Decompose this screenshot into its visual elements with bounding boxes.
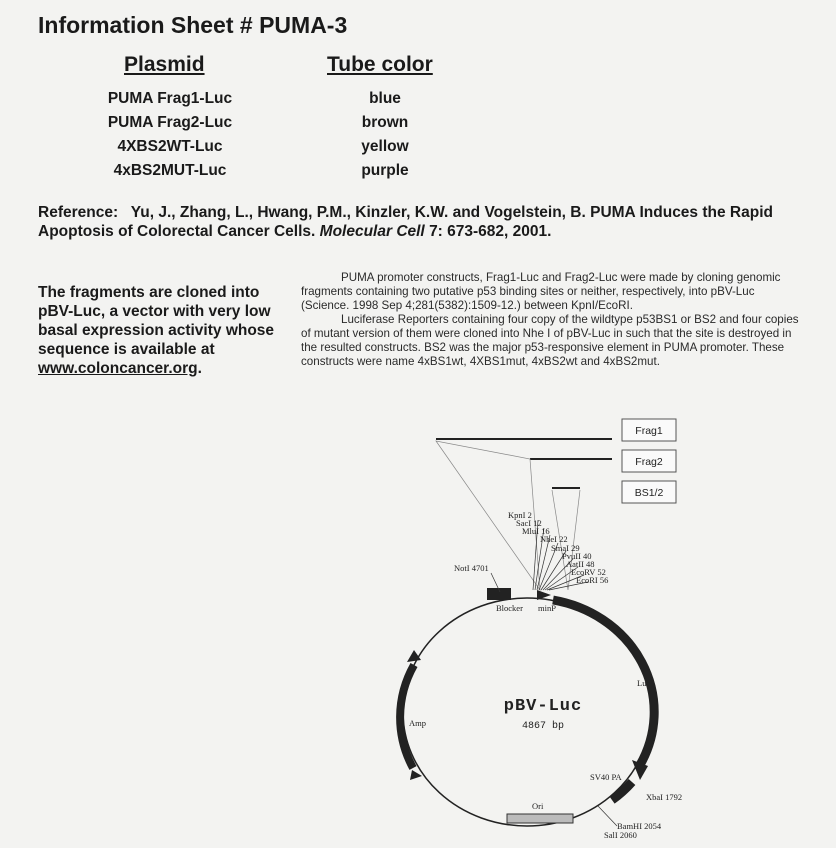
plasmid-name-label: pBV-Luc: [503, 697, 583, 716]
plasmid-size-label: 4867 bp: [521, 721, 565, 732]
sv40pa-label: SV40 PA: [590, 772, 622, 782]
mcs-site-label: SacI 12: [516, 518, 542, 528]
bs-label: BS1/2: [634, 487, 664, 499]
reference-pages: 7: 673-682, 2001.: [429, 223, 552, 240]
mcs-site-label: EcoRV 52: [571, 567, 606, 577]
sali-label: SalI 2060: [604, 830, 637, 840]
tube-color: yellow: [361, 138, 409, 155]
tube-color-column-header: Tube color: [327, 53, 433, 76]
reference-authors: Yu, J., Zhang, L., Hwang, P.M., Kinzler, K.W. and Vogelstein, B.: [130, 204, 586, 221]
noti-label: NotI 4701: [454, 563, 489, 573]
xbai-label: XbaI 1792: [646, 792, 683, 802]
tube-color: blue: [369, 90, 401, 107]
description-paragraph: PUMA promoter constructs, Frag1-Luc and Frag2-Luc were made by cloning genomic fragments containing two putative p53 binding sites or neither, respectively, into pBV-Luc (Science. 1998 Sep 4;281(5382):1509-12.) between KpnI/EcoRI.: [301, 271, 781, 312]
mcs-labels: [508, 510, 608, 585]
mcs-site-label: SmaI 29: [551, 543, 580, 553]
description-paragraph: Luciferase Reporters containing four copy of the wildtype p53BS1 or BS2 and four copies of mutant version of them were cloned into Nhe I of pBV-Luc in such that the site is destroyed in the resulted constructs. BS2 was the major p53-responsive element in PUMA promoter. These constructs were name 4xBS1wt, 4XBS1mut, 4xBS2wt and 4xBS2mut.: [301, 313, 799, 368]
amp-arrowhead-bottom: [410, 770, 422, 780]
minp-label: minP: [538, 603, 556, 613]
amp-label: Amp: [409, 718, 426, 728]
mcs-site-label: KpnI 2: [508, 510, 532, 520]
page-title: Information Sheet # PUMA-3: [38, 12, 348, 38]
plasmid-column-header: Plasmid: [124, 53, 205, 76]
blocker-label: Blocker: [496, 603, 523, 613]
mcs-site-label: AatII 48: [566, 559, 595, 569]
plasmid-name: PUMA Frag2-Luc: [107, 114, 233, 131]
plasmid-name: 4XBS2WT-Luc: [117, 138, 223, 155]
fragments-note-suffix: .: [197, 360, 202, 377]
plasmid-name: 4xBS2MUT-Luc: [113, 162, 227, 179]
ori-label: Ori: [532, 801, 544, 811]
tube-color: brown: [361, 114, 409, 131]
mcs-site-label: EcoRI 56: [576, 575, 609, 585]
coloncancer-link[interactable]: www.coloncancer.org: [38, 360, 198, 377]
luc-label: Luc: [637, 678, 651, 688]
reference-label: Reference:: [38, 204, 119, 221]
reference-journal: Molecular Cell: [319, 223, 425, 240]
fragments-note-text: The fragments are cloned into pBV-Luc, a vector with very low basal expression activity whose sequence is available at: [38, 284, 275, 358]
reference-article: PUMA Induces the Rapid Apoptosis of Colorectal Cancer Cells.: [38, 204, 773, 240]
frag1-label: Frag1: [635, 425, 663, 437]
mcs-site-label: MluI 16: [522, 526, 550, 536]
bamhi-label: BamHI 2054: [617, 821, 662, 831]
mcs-site-label: NheI 22: [540, 534, 568, 544]
frag2-label: Frag2: [635, 456, 663, 468]
ori-feature: [507, 814, 573, 823]
plasmid-name: PUMA Frag1-Luc: [107, 90, 233, 107]
tube-color: purple: [361, 162, 409, 179]
mcs-site-label: PvuII 40: [562, 551, 592, 561]
